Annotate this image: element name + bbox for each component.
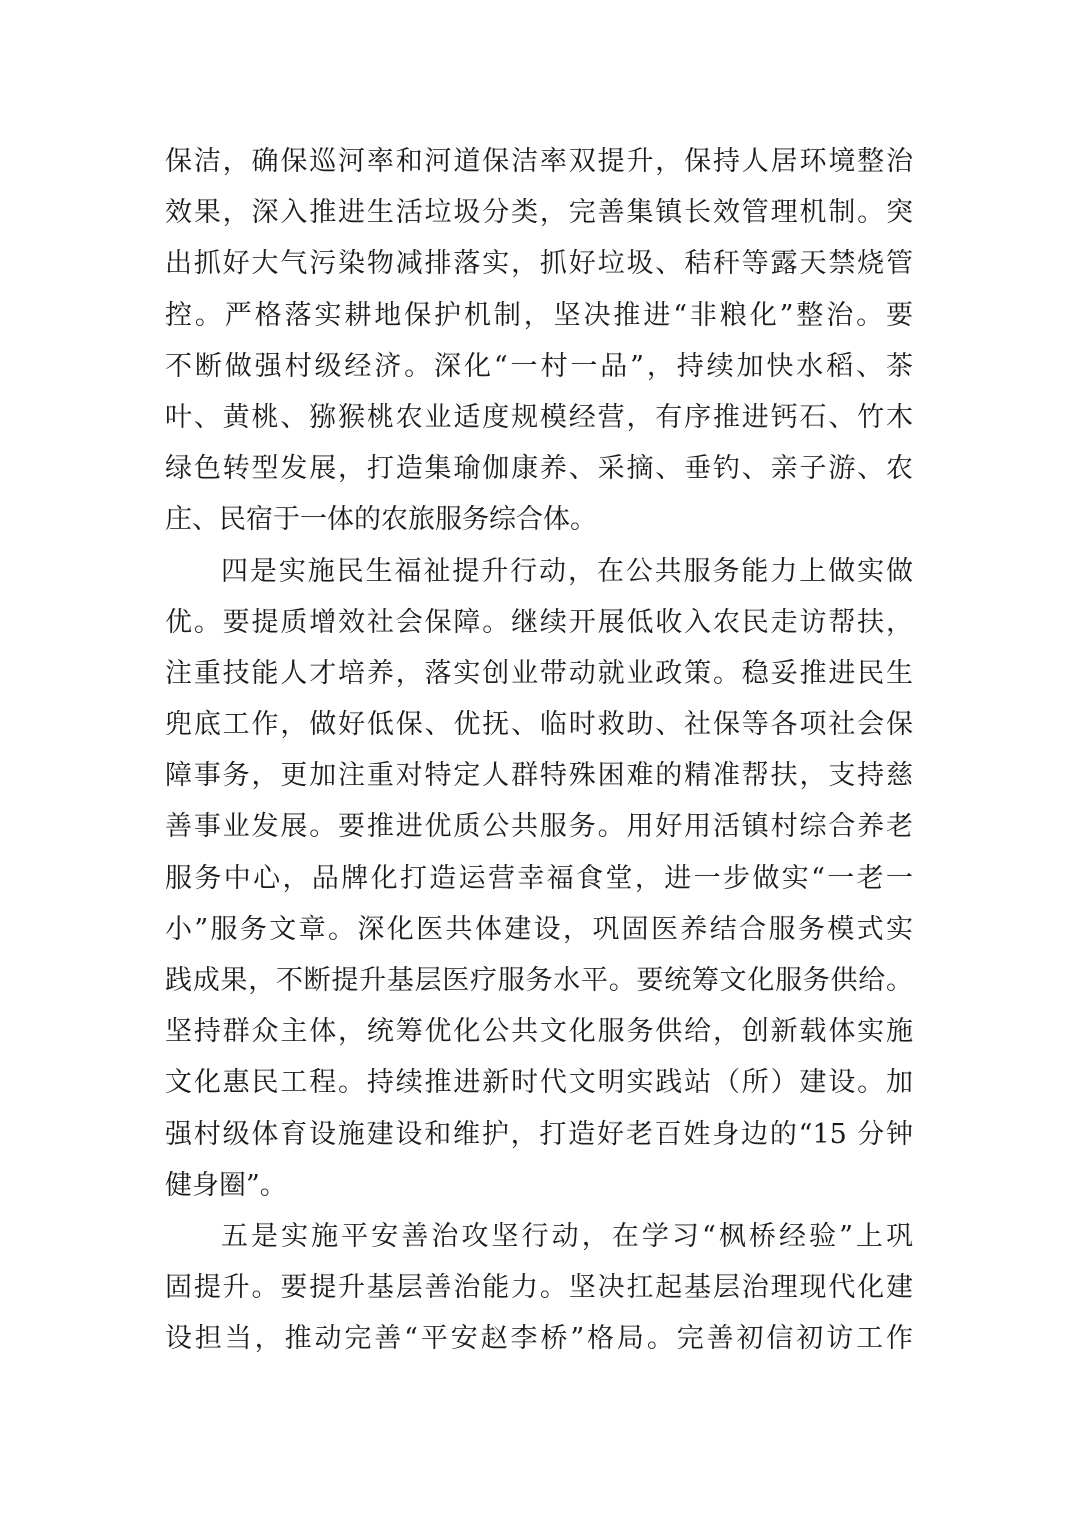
document-body xyxy=(165,136,913,1365)
text-line: 控。严格落实耕地保护机制，坚决推进“非粮化”整治。要 xyxy=(165,299,913,331)
text-line: 强村级体育设施建设和维护，打造好老百姓身边的“15 分钟 xyxy=(165,1118,913,1150)
text-line: 绿色转型发展，打造集瑜伽康养、采摘、垂钓、亲子游、农 xyxy=(165,453,913,485)
text-line: 文化惠民工程。持续推进新时代文明实践站（所）建设。加 xyxy=(165,1067,913,1099)
text-line: 效果，深入推进生活垃圾分类，完善集镇长效管理机制。突 xyxy=(165,197,913,229)
paragraph-rural-economy xyxy=(165,136,913,546)
text-line: 五是实施平安善治攻坚行动，在学习“枫桥经验”上巩 xyxy=(221,1220,913,1252)
text-line: 善事业发展。要推进优质公共服务。用好用活镇村综合养老 xyxy=(165,811,913,843)
text-line: 设担当，推动完善“平安赵李桥”格局。完善初信初访工作 xyxy=(165,1323,913,1355)
text-line: 叶、黄桃、猕猴桃农业适度规模经营，有序推进钙石、竹木 xyxy=(165,401,913,433)
text-line: 注重技能人才培养，落实创业带动就业政策。稳妥推进民生 xyxy=(165,657,913,689)
text-line: 服务中心，品牌化打造运营幸福食堂，进一步做实“一老一 xyxy=(165,862,913,894)
text-line: 兜底工作，做好低保、优抚、临时救助、社保等各项社会保 xyxy=(165,709,913,741)
text-line: 坚持群众主体，统筹优化公共文化服务供给，创新载体实施 xyxy=(165,1016,913,1048)
text-line: 不断做强村级经济。深化“一村一品”，持续加快水稻、茶 xyxy=(165,350,913,382)
paragraph-livelihood xyxy=(165,546,913,1211)
text-line: 践成果，不断提升基层医疗服务水平。要统筹文化服务供给。 xyxy=(165,965,913,996)
text-line: 优。要提质增效社会保障。继续开展低收入农民走访帮扶， xyxy=(165,606,913,638)
text-line: 障事务，更加注重对特定人群特殊困难的精准帮扶，支持慈 xyxy=(165,760,913,792)
text-line: 四是实施民生福祉提升行动，在公共服务能力上做实做 xyxy=(221,555,913,587)
text-line: 小”服务文章。深化医共体建设，巩固医养结合服务模式实 xyxy=(165,913,913,945)
text-line: 固提升。要提升基层善治能力。坚决扛起基层治理现代化建 xyxy=(165,1272,913,1304)
paragraph-safety-governance xyxy=(165,1211,913,1365)
text-line: 出抓好大气污染物减排落实，抓好垃圾、秸秆等露天禁烧管 xyxy=(165,248,913,280)
text-line: 健身圈”。 xyxy=(165,1169,287,1201)
text-line: 保洁，确保巡河率和河道保洁率双提升，保持人居环境整治 xyxy=(165,146,913,177)
text-line: 庄、民宿于一体的农旅服务综合体。 xyxy=(165,504,597,536)
